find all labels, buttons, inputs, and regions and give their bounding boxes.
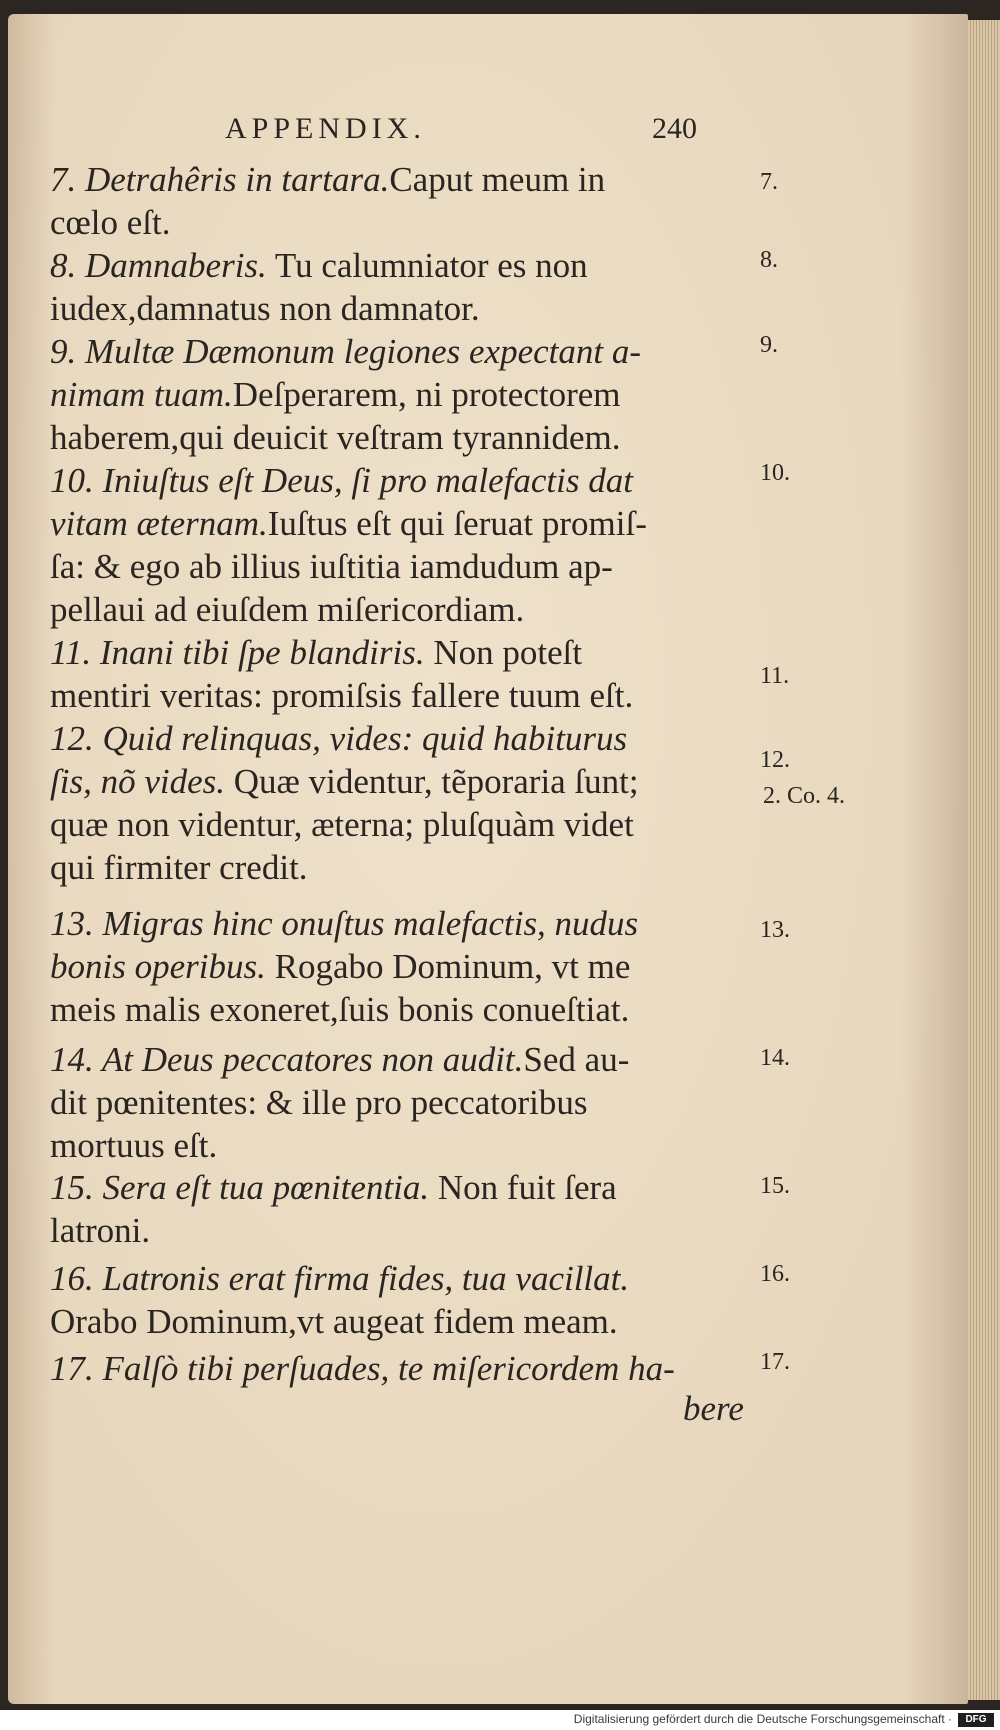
page-number: 240 xyxy=(652,112,697,145)
margin-number: 17. xyxy=(760,1349,790,1375)
text-line: 12. Quid relinquas, vides: quid habiturus xyxy=(50,719,628,758)
margin-number: 10. xyxy=(760,460,790,486)
text-line: 11. Inani tibi ſpe blandiris. Non poteſt xyxy=(50,633,583,672)
margin-number: 15. xyxy=(760,1173,790,1199)
text-line: mortuus eſt. xyxy=(50,1126,218,1165)
margin-number: 13. xyxy=(760,917,790,943)
text-line: ſa: & ego ab illius iuſtitia iamdudum ap- xyxy=(50,547,613,586)
text-line: 13. Migras hinc onuſtus malefactis, nudus xyxy=(50,904,639,943)
text-line: nimam tuam.Deſperarem, ni protectorem xyxy=(50,375,621,414)
margin-number: 16. xyxy=(760,1261,790,1287)
margin-number: 8. xyxy=(760,247,778,273)
margin-reference: 2. Co. 4. xyxy=(763,783,846,809)
text-line: latroni. xyxy=(50,1211,151,1250)
text-line: qui firmiter credit. xyxy=(50,848,308,887)
margin-number: 12. xyxy=(760,747,790,773)
text-line: 10. Iniuſtus eſt Deus, ſi pro malefactis dat xyxy=(50,461,633,500)
text-line: cœlo eſt. xyxy=(50,203,171,242)
text-line: 16. Latronis erat firma fides, tua vacillat. xyxy=(50,1259,630,1298)
text-line: 7. Detrahêris in tartara.Caput meum in xyxy=(50,160,606,199)
text-line: bonis operibus. Rogabo Dominum, vt me xyxy=(50,947,631,986)
running-head: APPENDIX. xyxy=(225,112,426,145)
text-line: 8. Damnaberis. Tu calumniator es non xyxy=(50,246,588,285)
text-line: ſis, nõ vides. Quæ videntur, tẽporaria ſunt; xyxy=(50,762,639,801)
text-line: haberem,qui deuicit veſtram tyrannidem. xyxy=(50,418,621,457)
text-line: 14. At Deus peccatores non audit.Sed au- xyxy=(50,1040,630,1079)
text-line: 17. Falſò tibi perſuades, te miſericordem ha- xyxy=(50,1349,675,1388)
margin-number: 14. xyxy=(760,1045,790,1071)
text-line: vitam æternam.Iuſtus eſt qui ſeruat promiſ- xyxy=(50,504,647,543)
text-line: Orabo Dominum,vt augeat fidem meam. xyxy=(50,1302,618,1341)
text-line: iudex,damnatus non damnator. xyxy=(50,289,480,328)
text-line: quæ non videntur, æterna; pluſquàm videt xyxy=(50,805,634,844)
margin-number: 7. xyxy=(760,169,778,195)
text-line: meis malis exoneret,ſuis bonis conueſtiat. xyxy=(50,990,630,1029)
dfg-logo: DFG xyxy=(958,1713,994,1727)
text-line: mentiri veritas: promiſsis fallere tuum eſt. xyxy=(50,676,634,715)
digitization-credit: Digitalisierung gefördert durch die Deutsche Forschungsgemeinschaft · xyxy=(573,1712,952,1726)
text-line: 15. Sera eſt tua pœnitentia. Non fuit ſera xyxy=(50,1168,617,1207)
margin-number: 11. xyxy=(760,663,790,689)
text-line: pellaui ad eiuſdem miſericordiam. xyxy=(50,590,525,629)
margin-number: 9. xyxy=(760,332,778,358)
text-line: dit pœnitentes: & ille pro peccatoribus xyxy=(50,1083,588,1122)
catchword: bere xyxy=(683,1389,744,1428)
text-line: 9. Multæ Dæmonum legiones expectant a- xyxy=(50,332,642,371)
